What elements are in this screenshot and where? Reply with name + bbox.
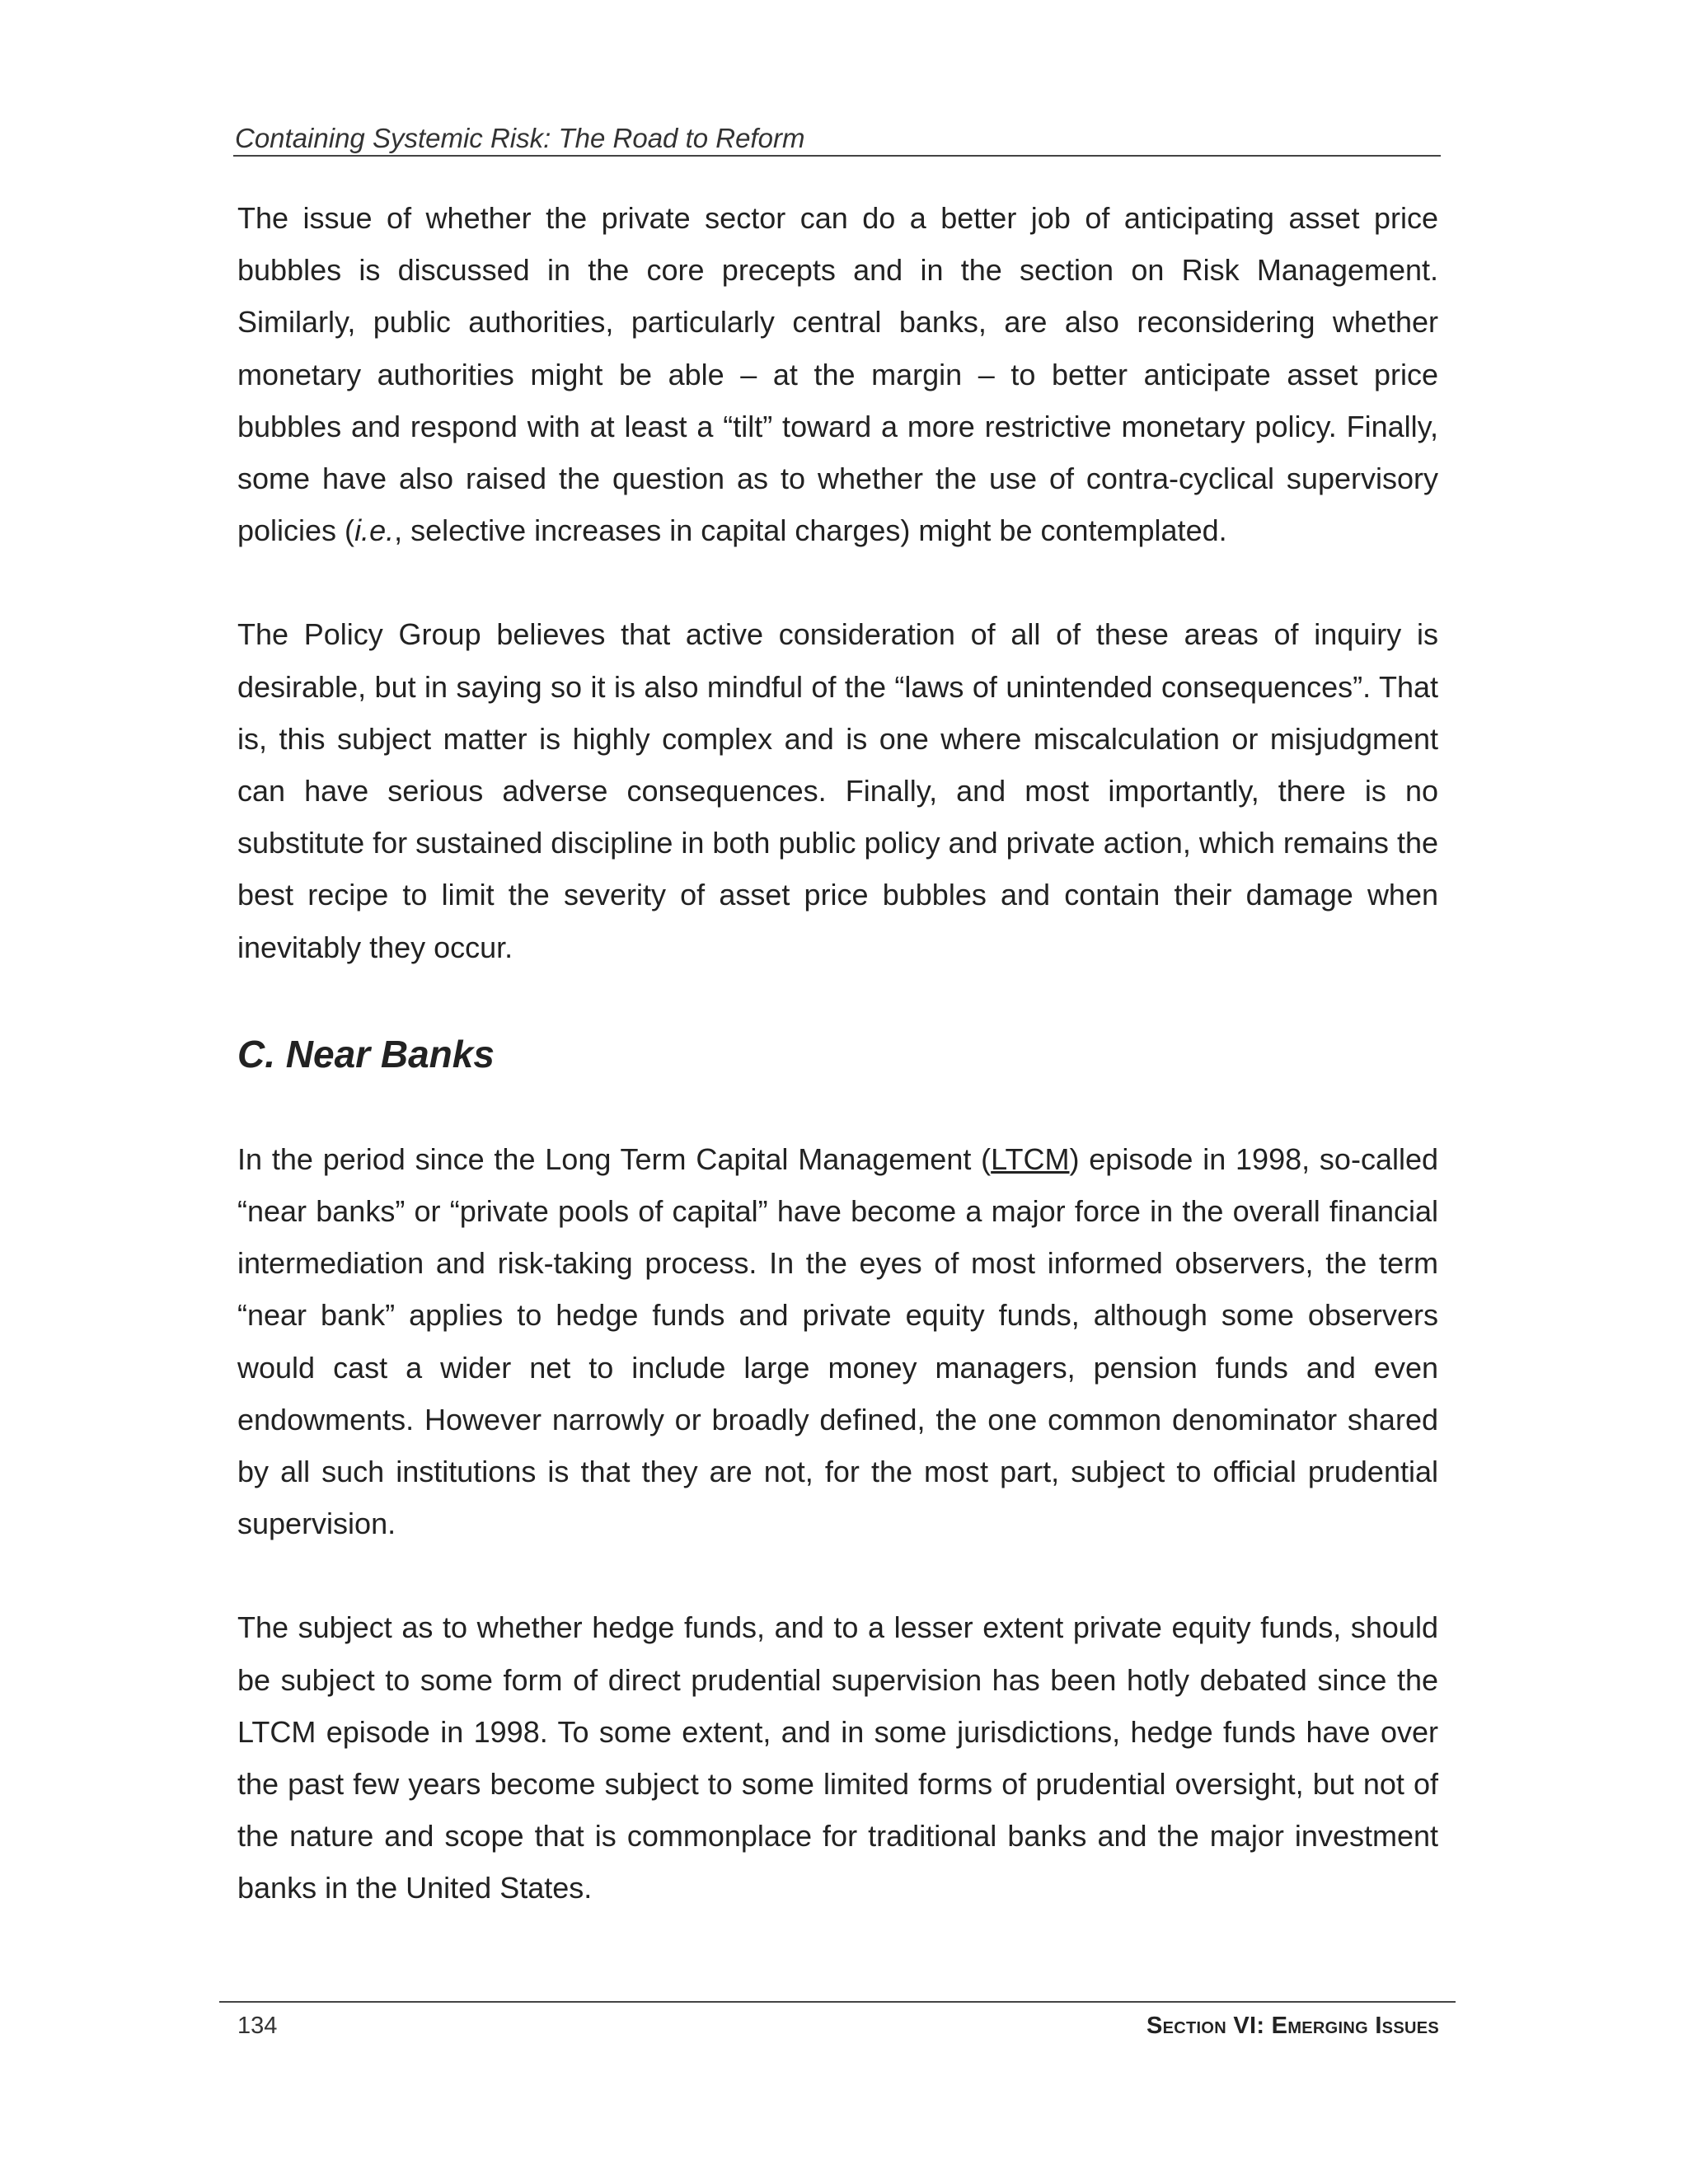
italic-ie: i.e. — [354, 513, 395, 548]
heading-spacer — [237, 1079, 1438, 1133]
paragraph-policy-group: The Policy Group believes that active consideration of all of these areas of inquiry is desirable, but in saying so it is also mindful of the “laws of unintended consequences”. That is, this subject matter is highly complex and is one where miscalculation or misjudgment can have serious adverse consequences. Finally, and most importantly, there is no substitute for sustained discipline in both public policy and private action, which remains the best recipe to limit the severity of asset price bubbles and contain their damage when inevitably they occur. — [237, 617, 1438, 964]
paragraph-text-end: ) episode in 1998, so-called “near banks” or “private pools of capital” have become a major force in the overall financial intermediation and risk-taking process. In the eyes of most informed observers, the term “near bank” applies to hedge funds and private equity funds, although some observers would cast a wider net to include large money managers, pension funds and even endowments. However narrowly or broadly defined, the one common denominator shared by all such institutions is that they are not, for the most part, subject to official prudential supervision. — [237, 1141, 1439, 1541]
header-rule — [233, 155, 1441, 157]
paragraph-asset-price-bubbles — [237, 192, 1438, 556]
paragraph-hedge-fund-supervision: The subject as to whether hedge funds, and to a lesser extent private equity funds, should be subject to some form of direct prudential supervision has been hotly debated since the LTCM episode in 1998. To some extent, and in some jurisdictions, hedge funds have over the past few years become subject to some limited forms of prudential oversight, but not of the nature and scope that is commonplace for traditional banks and the major investment banks in the United States. — [237, 1610, 1438, 1905]
paragraph-spacer — [237, 1549, 1438, 1601]
paragraph-near-banks — [237, 1133, 1438, 1550]
paragraph-text-end: , selective increases in capital charges) might be contemplated. — [394, 513, 1227, 548]
document-body — [237, 192, 1438, 1915]
ltcm-underlined: LTCM — [991, 1141, 1070, 1176]
page-number: 134 — [237, 2013, 278, 2039]
section-label: Section VI: Emerging Issues — [1146, 2013, 1439, 2039]
footer-rule — [219, 2001, 1456, 2003]
section-heading: C. Near Banks — [237, 1032, 495, 1076]
paragraph-text: In the period since the Long Term Capital Management ( — [237, 1141, 992, 1176]
paragraph-spacer — [237, 556, 1438, 608]
paragraph-spacer — [237, 973, 1438, 1025]
paragraph-text: The issue of whether the private sector can do a better job of anticipating asset price bubbles is discussed in the core precepts and in the section on Risk Management. Similarly, public authorities, particularly central banks, are also reconsidering whether monetary authorities might be able – at the margin – to better anticipate asset price bubbles and respond with at least a “tilt” toward a more restrictive monetary policy. Finally, some have also raised the question as to whether the use of contra-cyclical supervisory policies ( — [237, 201, 1438, 548]
running-header: Containing Systemic Risk: The Road to Reform — [235, 123, 805, 153]
